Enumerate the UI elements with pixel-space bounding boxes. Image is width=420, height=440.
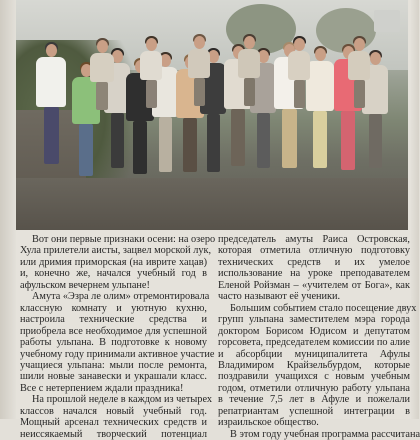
article-line: годом, отметили отличную работу ульпана (218, 382, 410, 394)
article-line: настроила технические средства и (20, 314, 207, 326)
article-line: Владимиром Крайзельбурдом, которые (218, 359, 410, 371)
article-line: работы ульпана. В подготовке к новому (20, 337, 207, 349)
person-figure (306, 48, 334, 168)
article-line: афульском вечернем ульпане! (20, 279, 150, 291)
article-line: классов начался новый учебный год. (20, 405, 207, 417)
group-photo (16, 0, 408, 230)
person-figure (288, 38, 310, 108)
article-line: поздравили учащихся с новым учебным (218, 371, 410, 383)
article-line: Хула прилетели аисты, зацвел морской лук, (20, 245, 212, 257)
person-figure (238, 36, 260, 106)
article-line: Мощный арсенал технических средств и (20, 417, 207, 429)
page-edge-shadow (411, 0, 419, 419)
article-line: которая отметила отличную подготовку (218, 245, 410, 257)
article-line: В этом году учебная программа рассчитана (230, 428, 420, 440)
article-line: приобрела все необходимое для успешной (20, 325, 207, 337)
article-line: Амута «Эзра ле олим» отремонтировала (32, 291, 210, 303)
article-line: учебному году принимали активное участие (20, 348, 215, 360)
article-line: классную комнату и уютную кухню, (20, 302, 207, 314)
person-figure (348, 38, 370, 108)
photo-sign (374, 10, 400, 32)
person-figure (90, 40, 114, 110)
article-line: доктором Борисом Юдисом и депутатом (218, 325, 410, 337)
article-line: Еленой Ройзман – «учителем от Бога», как (218, 279, 410, 291)
article-line: или дримия приморская (на иврите хацав) (20, 256, 207, 268)
article-line: и, конечно же, начался учебный год в (20, 268, 207, 280)
article-line: шили новые занавески и украшали класс. (20, 371, 207, 383)
article-line: председатель амуты Раиса Островская, (218, 234, 410, 245)
article-line: часто называют её ученики. (218, 291, 341, 303)
article-line: израильское общество. (218, 417, 319, 429)
article-line: горсовета, председателем комиссии по алие (218, 337, 410, 349)
article-line: неиссякаемый творческий потенциал (20, 428, 207, 440)
article-line: и абсорбции муниципалитета Афулы (218, 348, 410, 360)
article-line: технических средств и их умелое (218, 256, 410, 268)
article-line: в течение 7,5 лет в Афуле и пожелали (218, 394, 410, 406)
photo-ground (16, 178, 408, 230)
article-line: На прошлой неделе в каждом из четырех (32, 394, 213, 406)
person-figure (36, 44, 66, 164)
article-column-left (20, 234, 216, 440)
page-fold-shadow (0, 0, 16, 419)
person-figure (140, 38, 162, 108)
article-line: использование на уроке преподавателем (218, 268, 410, 280)
article-line: Вот они первые признаки осени: на озеро (32, 234, 216, 245)
article-line: репатриантам успешной интеграции в (218, 405, 410, 417)
article-line: Все с нетерпением ждали праздника! (20, 382, 184, 394)
article-line: Большим событием стало посещение двух (230, 302, 417, 314)
article-line: учащиеся ульпана: мыли после ремонта, (20, 359, 207, 371)
article-line: групп ульпана заместителем мэра города (218, 314, 410, 326)
person-figure (188, 36, 210, 106)
article-column-right (218, 234, 420, 440)
